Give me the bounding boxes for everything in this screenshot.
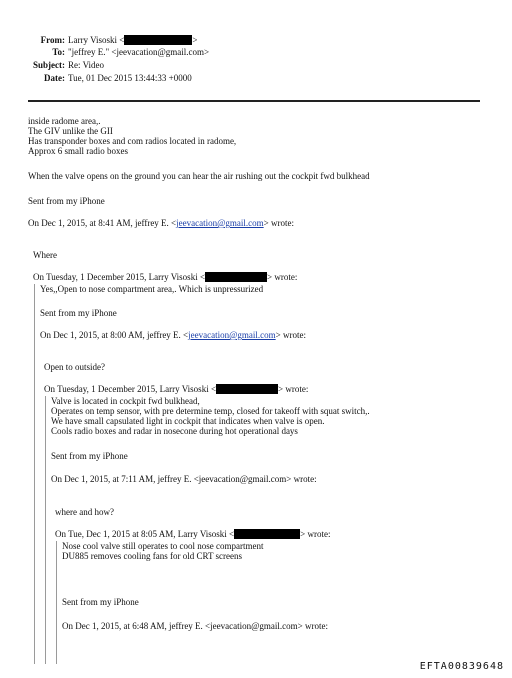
- quote-bar: [34, 284, 35, 664]
- quote-bar: [45, 396, 46, 664]
- subject-label: Subject:: [33, 60, 65, 70]
- wrote-suffix: > wrote:: [263, 218, 294, 228]
- on-suffix: > wrote:: [267, 272, 298, 282]
- on-suffix: > wrote:: [300, 529, 331, 539]
- on-wrote-line: [44, 384, 308, 395]
- yes-line: Yes,,Open to nose compartment area,. Which is unpressurized: [40, 284, 264, 294]
- on-prefix: On Tue, Dec 1, 2015 at 8:05 AM, Larry Visoski <: [55, 529, 235, 539]
- body-line: Valve is located in cockpit fwd bulkhead,: [51, 396, 200, 406]
- on-suffix: > wrote:: [278, 384, 309, 394]
- email-link[interactable]: jeevacation@gmail.com: [188, 330, 276, 340]
- from-value: [68, 35, 197, 46]
- redaction-box: [234, 529, 300, 539]
- body-line: Operates on temp sensor, with pre determine temp, closed for takeoff with squat switch,.: [51, 406, 370, 416]
- body-line: Has transponder boxes and com radios located in radome,: [28, 136, 237, 146]
- where-how-line: where and how?: [55, 507, 114, 517]
- body-line: Cools radio boxes and radar in nosecone during hot operational days: [51, 426, 298, 436]
- quote-bar: [56, 541, 57, 664]
- to-value: "jeffrey E." <jeevacation@gmail.com>: [68, 47, 210, 57]
- wrote-line: On Dec 1, 2015, at 6:48 AM, jeffrey E. <jeevacation@gmail.com> wrote:: [62, 621, 328, 631]
- header-divider: [28, 100, 480, 102]
- from-label: From:: [40, 35, 65, 45]
- body-line: DU885 removes cooling fans for old CRT screens: [62, 551, 243, 561]
- from-name: Larry Visoski <: [68, 35, 125, 45]
- redaction-box: [205, 272, 267, 282]
- wrote-line: [28, 218, 294, 229]
- body-line: inside radome area,.: [28, 116, 101, 126]
- body-line: Approx 6 small radio boxes: [28, 146, 128, 156]
- body-line: The GIV unlike the GII: [28, 126, 113, 136]
- date-value: Tue, 01 Dec 2015 13:44:33 +0000: [68, 73, 192, 83]
- from-close: >: [192, 35, 198, 45]
- wrote-prefix: On Dec 1, 2015, at 8:00 AM, jeffrey E. <: [40, 330, 189, 340]
- on-wrote-line: [33, 272, 297, 283]
- date-label: Date:: [44, 73, 65, 83]
- subject-value: Re: Video: [68, 60, 105, 70]
- body-line: Nose cool valve still operates to cool nose compartment: [62, 541, 264, 551]
- on-prefix: On Tuesday, 1 December 2015, Larry Visoski <: [44, 384, 217, 394]
- email-link[interactable]: jeevacation@gmail.com: [176, 218, 264, 228]
- redaction-box: [216, 384, 278, 394]
- wrote-suffix: > wrote:: [275, 330, 306, 340]
- wrote-line: On Dec 1, 2015, at 7:11 AM, jeffrey E. <jeevacation@gmail.com> wrote:: [51, 474, 317, 484]
- wrote-line: [40, 330, 306, 341]
- wrote-prefix: On Dec 1, 2015, at 8:41 AM, jeffrey E. <: [28, 218, 177, 228]
- open-line: Open to outside?: [44, 362, 105, 372]
- sent-from-iphone: Sent from my iPhone: [40, 308, 117, 318]
- valve-line: When the valve opens on the ground you can hear the air rushing out the cockpit fwd bulkhead: [28, 171, 370, 181]
- sent-from-iphone: Sent from my iPhone: [62, 597, 139, 607]
- document-id: EFTA00839648: [419, 661, 504, 672]
- body-line: We have small capsulated light in cockpit that indicates when valve is open.: [51, 416, 325, 426]
- to-label: To:: [52, 47, 65, 57]
- redaction-box: [124, 35, 192, 45]
- where-line: Where: [33, 250, 57, 260]
- sent-from-iphone: Sent from my iPhone: [51, 451, 128, 461]
- on-prefix: On Tuesday, 1 December 2015, Larry Visoski <: [33, 272, 206, 282]
- on-wrote-line: [55, 529, 330, 540]
- sent-from-iphone: Sent from my iPhone: [28, 196, 105, 206]
